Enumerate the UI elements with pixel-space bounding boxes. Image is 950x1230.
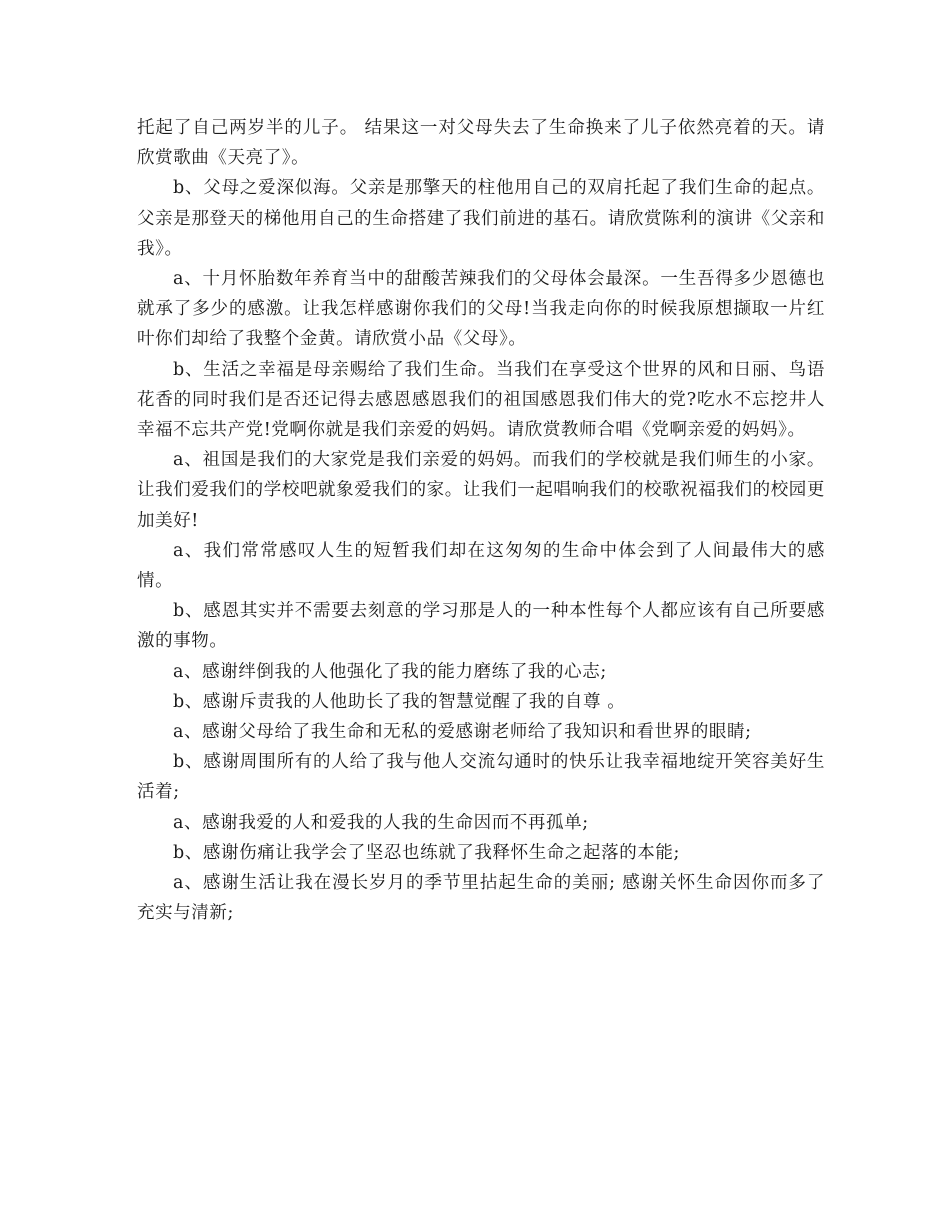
paragraph: a、我们常常感叹人生的短暂我们却在这匆匆的生命中体会到了人间最伟大的感情。 — [137, 540, 825, 592]
paragraph-continuation: 托起了自己两岁半的儿子。 结果这一对父母失去了生命换来了儿子依然亮着的天。请欣赏歌曲《天亮了》。 — [137, 118, 825, 169]
paragraph: b、感恩其实并不需要去刻意的学习那是人的一种本性每个人都应该有自己所要感激的事物。 — [137, 601, 825, 652]
paragraph: b、生活之幸福是母亲赐给了我们生命。当我们在享受这个世界的风和日丽、鸟语花香的同时我们是否还记得去感恩感恩我们的祖国感恩我们伟大的党?吃水不忘挖井人幸福不忘共产党!党啊你就是我们亲爱的妈妈。请欣赏教师合唱《党啊亲爱的妈妈》。 — [137, 359, 825, 441]
document-body — [137, 113, 825, 928]
paragraph: b、感谢斥责我的人他助长了我的智慧觉醒了我的自尊 。 — [173, 691, 626, 712]
paragraph: b、感谢伤痛让我学会了坚忍也练就了我释怀生命之起落的本能; — [173, 842, 680, 863]
paragraph: a、感谢我爱的人和爱我的人我的生命因而不再孤单; — [173, 812, 589, 833]
paragraph: a、感谢生活让我在漫长岁月的季节里拈起生命的美丽; 感谢关怀生命因你而多了充实与清新; — [137, 873, 825, 924]
paragraph: a、感谢绊倒我的人他强化了我的能力磨练了我的心志; — [173, 661, 607, 682]
paragraph: a、祖国是我们的大家党是我们亲爱的妈妈。而我们的学校就是我们师生的小家。让我们爱我们的学校吧就象爱我们的家。让我们一起唱响我们的校歌祝福我们的校园更加美好! — [137, 450, 825, 531]
paragraph: b、父母之爱深似海。父亲是那擎天的柱他用自己的双肩托起了我们生命的起点。父亲是那登天的梯他用自己的生命搭建了我们前进的基石。请欣赏陈利的演讲《父亲和我》。 — [137, 178, 825, 259]
paragraph: a、感谢父母给了我生命和无私的爱感谢老师给了我知识和看世界的眼睛; — [173, 722, 752, 743]
paragraph: b、感谢周围所有的人给了我与他人交流勾通时的快乐让我幸福地绽开笑容美好生活着; — [137, 752, 825, 803]
paragraph: a、十月怀胎数年养育当中的甜酸苦辣我们的父母体会最深。一生吾得多少恩德也就承了多少的感激。让我怎样感谢你我们的父母!当我走向你的时候我原想撷取一片红叶你们却给了我整个金黄。请欣赏小品《父母》。 — [137, 269, 825, 350]
